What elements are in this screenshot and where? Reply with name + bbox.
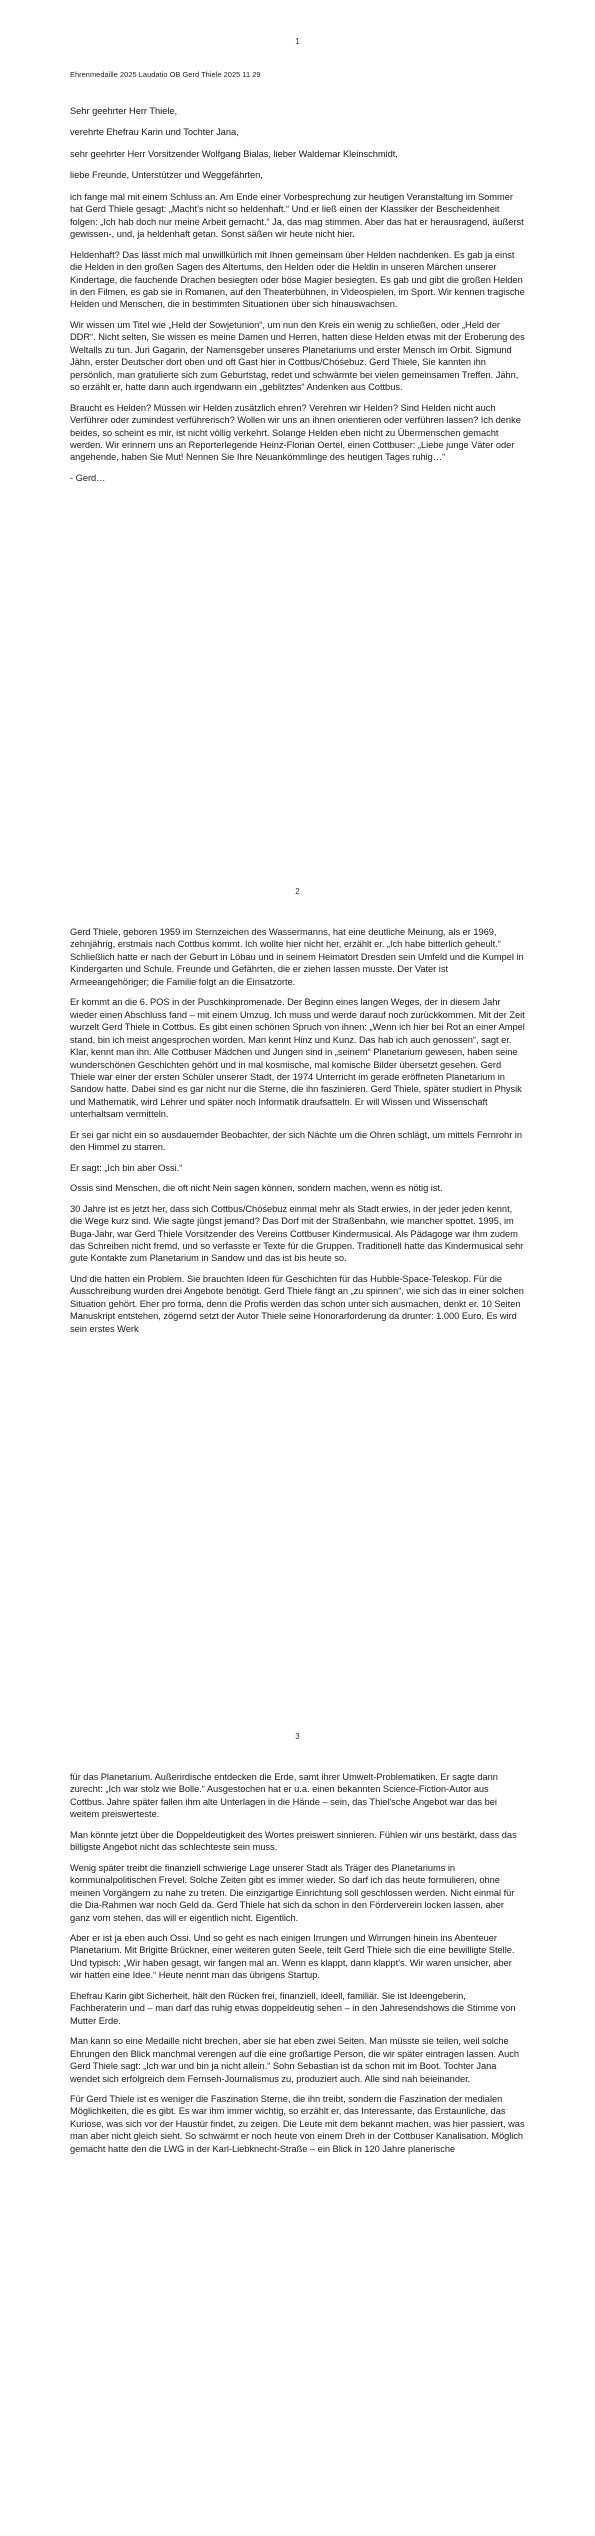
paragraph: für das Planetarium. Außerirdische entdecken die Erde, samt ihrer Umwelt-Problematiken. Er sagte dann zurecht: „Ich war stolz wie Bolle.“ Ausgestochen hat er u.a. einen bekannten Science-Fiction-Autor aus Cottbus. Jahre später fallen ihm alte Unterlagen in die Hände – sein, das Thiel'sche Angebot war das bei weitem preiswerteste. <box>70 1772 498 1820</box>
paragraph: Man könnte jetzt über die Doppeldeutigkeit des Wortes preiswert sinnieren. Fühlen wir uns bestärkt, dass das billigste Angebot nicht das schlechteste sein muss. <box>70 1829 517 1853</box>
page-1 <box>0 0 595 850</box>
page-body <box>70 105 525 484</box>
paragraph: Heldenhaft? Das lässt mich mal unwillkürlich mit Ihnen gemeinsam über Helden nachdenken. Es gab ja einst die Helden in den großen Sagen des Altertums, den Helden oder die Heldin in unseren Märchen unserer Kindertage, die fauchende Drachen besiegten oder böse Magier besiegten. Es gab und gibt die großen Helden in den Filmen, es gab sie in Romanen, auf den Theaterbühnen, in Videospielen, im Sport. Wir kennen tragische Helden und Menschen, die in bestimmten Situationen über sich hinauswachsen. <box>70 249 525 310</box>
page-body <box>70 1771 525 2155</box>
paragraph: Ehefrau Karin gibt Sicherheit, hält den Rücken frei, finanziell, ideell, familiär. Sie ist Ideengeberin, Fachberaterin und – man darf das ruhig etwas doppeldeutig sehen – in den Jahresendshows die Stimme von Mutter Erde. <box>70 1990 516 2026</box>
paragraph: Für Gerd Thiele ist es weniger die Faszination Sterne, die ihn treibt, sondern die Faszination der medialen Möglichkeiten, die es gibt. Es war ihm immer wichtig, so erzählt er, das Interessante, das Erstaunliche, das Kuriose, was sich vor der Haustür findet, zu zeigen. Die Leute mit dem bekannt machen, was hier passiert, was man aber nicht gleich sieht. So schwärmt er noch heute von einem Dreh in der Cottbuser Kanalisation. Möglich gemacht hatte den die LWG in der Karl-Liebknecht-Straße – ein Blick in 120 Jahre planerische <box>70 2093 525 2154</box>
paragraph: 30 Jahre ist es jetzt her, dass sich Cottbus/Chóśebuz einmal mehr als Stadt erwies, in der jeder jeden kennt, die Wege kurz sind. Wie sagte jüngst jemand? Das Dorf mit der Straßenbahn, wie mancher spottet. 1995, im Buga-Jahr, war Gerd Thiele Vorsitzender des Vereins Cottbuser Kindermusical. Als Pädagoge war ihm zudem das Schreiben nicht fremd, und so verfasste er Texte für die Gruppen. Traditionell hatte das Kindermusical sehr gute Kontakte zum Planetarium in Sandow und das ist bis heute so. <box>70 1203 524 1264</box>
paragraph: verehrte Ehefrau Karin und Tochter Jana, <box>70 127 239 138</box>
page-3 <box>0 1695 595 2536</box>
paragraph: ich fange mal mit einem Schluss an. Am Ende einer Vorbesprechung zur heutigen Veranstaltung im Sommer hat Gerd Thiele gesagt: „Macht's nicht so heldenhaft.“ Und er ließ einen der Klassiker der Bescheidenheit folgen: „Ich hab doch nur meine Arbeit gemacht.“ Ja, das mag stimmen. Aber das hat er herausragend, äußerst gewissen-, und, ja heldenhaft getan. Sonst säßen wir heute nicht hier. <box>70 191 524 240</box>
paragraph: Er sei gar nicht ein so ausdauernder Beobachter, der sich Nächte um die Ohren schlägt, um mittels Fernrohr in den Himmel zu starren. <box>70 1129 522 1153</box>
paragraph: Aber er ist ja eben auch Ossi. Und so geht es nach einigen Irrungen und Wirrungen hinein ins Abenteuer Planetarium. Mit Brigitte Brückner, einer weiteren guten Seele, teilt Gerd Thiele sich die eine bewilligte Stelle. Und typisch: „Wir haben gesagt, wir fangen mal an. Wenn es klappt, dann klappt's. Wir waren unsicher, aber wir hatten eine Idee.“ Heute nennt man das übrigens Startup. <box>70 1932 515 1981</box>
paragraph: Er sagt: „Ich bin aber Ossi.“ <box>70 1162 183 1173</box>
paragraph: Gerd Thiele, geboren 1959 im Sternzeichen des Wassermanns, hat eine deutliche Meinung, als er 1969, zehnjährig, erstmals nach Cottbus kommt. Ich wollte hier nicht her, erzählt er. „Ich habe bitterlich geheult.“ Schließlich hatte er nach der Geburt in Löbau und in seinem Heimatort Dresden sein Umfeld und die Kumpel in Kindergarten und Schule. Freunde und Gefährten, die er ziehen lassen musste. Der Vater ist Armeeangehöriger; die Familie folgt an die Einsatzorte. <box>70 927 524 987</box>
paragraph: Er kommt an die 6. POS in der Puschkinpromenade. Der Beginn eines langen Weges, der in diesem Jahr wieder einen Abschluss fand – mit einem Umzug. Ich muss und werde darauf noch zurückkommen. Mit der Zeit wurzelt Gerd Thiele in Cottbus. Es gibt einen schönen Spruch von ihnen: „Wenn ich hier bei Rot an einer Ampel stand, bin ich meist angesprochen worden. Man kennt Hinz und Kunz. Das hab ich auch genossen“, sagt er. Klar, kennt man ihn. Alle Cottbuser Mädchen und Jungen sind in „seinem“ Planetarium gewesen, haben seine wunderschönen Geschichten gehört und in mal kosmische, mal komische Bilder übersetzt gesehen. Gerd Thiele war einer der ersten Schüler unserer Stadt, der 1974 Unterricht im gerade eröffneten Planetarium in Sandow hatte. Dabei sind es gar nicht nur die Sterne, die ihn faszinieren. Gerd Thiele, später studiert in Physik und Mathematik, wird Lehrer und später noch Informatik draufsatteln. Er will Wissen und Wissenschaft unterhaltsam vermitteln. <box>70 997 525 1120</box>
paragraph: Ossis sind Menschen, die oft nicht Nein sagen können, sondern machen, wenn es nötig ist. <box>70 1183 443 1194</box>
paragraph: Man kann so eine Medaille nicht brechen, aber sie hat eben zwei Seiten. Man müsste sie teilen, weil solche Ehrungen den Blick manchmal verengen auf die eine großartige Person, die wir später eintragen lassen. Auch Gerd Thiele sagt: „Ich war und bin ja nicht allein.“ Sohn Sebastian ist da schon mit im Boot. Tochter Jana wendet sich erfolgreich dem Fernseh-Journalismus zu, produziert auch. Alle sind nah beieinander. <box>70 2036 520 2084</box>
page-number: 3 <box>295 1732 300 1741</box>
document-header: Ehrenmedaille 2025 Laudatio OB Gerd Thiele 2025 11 29 <box>70 70 261 79</box>
page-number: 2 <box>295 887 300 896</box>
page-body <box>70 926 525 1335</box>
paragraph: liebe Freunde, Unterstützer und Weggefährten, <box>70 170 263 181</box>
page-number: 1 <box>295 37 300 46</box>
page-2 <box>0 850 595 1695</box>
paragraph: Braucht es Helden? Müssen wir Helden zusätzlich ehren? Verehren wir Helden? Sind Helden nicht auch Verführer oder zumindest verführerisch? Wollen wir uns an ihnen orientieren oder verführen lassen? Ich denke beides, so scheint es mir, ist nicht völlig verkehrt. Solange Helden eben nicht zu Übermenschen gemacht werden. Wir erinnern uns an Reporterlegende Heinz-Florian Oertel, einen Cottbuser: „Liebe junge Väter oder angehende, haben Sie Mut! Nennen Sie Ihre Neuankömmlinge des heutigen Tages ruhig…“ <box>70 402 521 463</box>
paragraph: Wir wissen um Titel wie „Held der Sowjetunion“, um nun den Kreis ein wenig zu schließen, oder „Held der DDR“. Nicht selten, Sie wissen es meine Damen und Herren, hatten diese Helden etwas mit der Eroberung des Weltalls zu tun. Juri Gagarin, der Namensgeber unseres Planetariums und erster Mensch im Orbit. Sigmund Jähn, erster Deutscher dort oben und oft Gast hier in Cottbus/Chóśebuz. Gerd Thiele, Sie kannten ihn persönlich, man gratulierte sich zum Geburtstag, redet und schwärmte bei vielen gemeinsamen Treffen. Jähn, so erzählt er, hatte dann auch irgendwann ein „geblitztes“ Andenken aus Cottbus. <box>70 319 525 393</box>
paragraph: sehr geehrter Herr Vorsitzender Wolfgang Bialas, lieber Waldemar Kleinschmidt, <box>70 148 398 159</box>
paragraph: - Gerd… <box>70 472 106 483</box>
paragraph: Sehr geehrter Herr Thiele, <box>70 106 178 116</box>
paragraph: Und die hatten ein Problem. Sie brauchten Ideen für Geschichten für das Hubble-Space-Teleskop. Für die Ausschreibung wurden drei Angebote benötigt. Gerd Thiele fängt an „zu spinnen“, wie sich das in einer solchen Situation gehört. Eher pro forma, denn die Profis werden das schon unter sich ausmachen, denkt er. 10 Seiten Manuskript entstehen, zögernd setzt der Autor Thiele seine Honorarforderung da drunter: 1.000 Euro. Es wird sein erstes Werk <box>70 1273 524 1334</box>
paragraph: Wenig später treibt die finanziell schwierige Lage unserer Stadt als Träger des Planetariums in kommunalpolitischen Frevel. Solche Zeiten gibt es immer wieder. So darf ich das heute formulieren, ohne meinen Vorgängern zu nahe zu treten. Die einzigartige Einrichtung soll geschlossen werden. Nicht einmal für die Dia-Rahmen war noch Geld da. Gerd Thiele hat sich da schon in den Förderverein locken lassen, aber ganz vorn stehen, das will er eigentlich nicht. Eigentlich. <box>70 1862 515 1923</box>
